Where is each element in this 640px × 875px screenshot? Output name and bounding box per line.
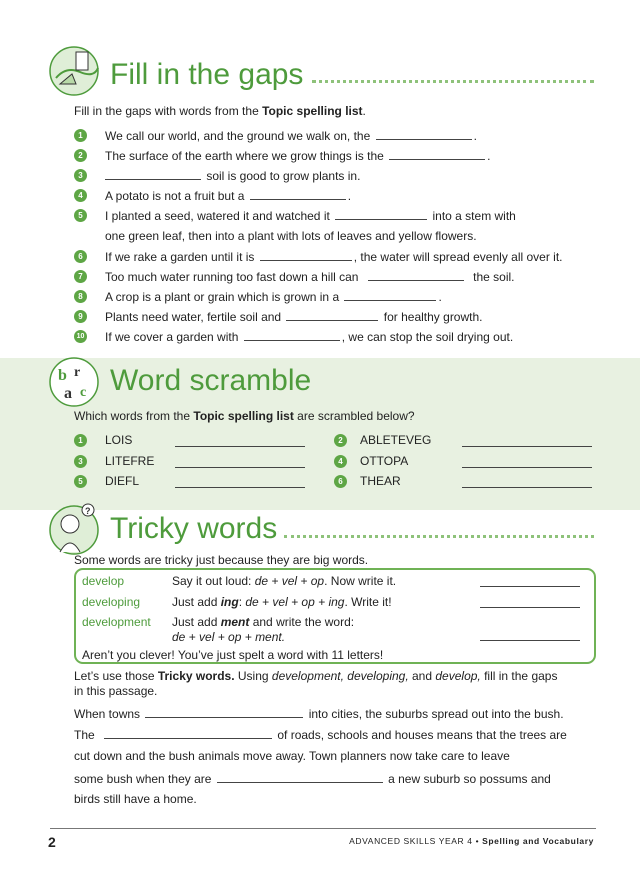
answer-blank[interactable] bbox=[335, 208, 427, 220]
fill-gap-item: The surface of the earth where we grow things is the . bbox=[105, 149, 491, 163]
word-scramble-instructions: Which words from the Topic spelling list are scrambled below? bbox=[74, 409, 415, 423]
answer-line[interactable] bbox=[175, 446, 305, 447]
tricky-word: developing bbox=[82, 595, 141, 609]
fill-gap-item: A potato is not a fruit but a . bbox=[105, 189, 352, 203]
clever-message: Aren’t you clever! You’ve just spelt a word with 11 letters! bbox=[82, 648, 384, 662]
fill-gap-item: A crop is a plant or grain which is grown in a . bbox=[105, 290, 442, 304]
tricky-instruction: Just add ment and write the word: bbox=[172, 615, 355, 629]
answer-blank[interactable] bbox=[217, 771, 383, 783]
tricky-instruction: Say it out loud: de + vel + op. Now write it. bbox=[172, 574, 397, 588]
answer-line[interactable] bbox=[175, 467, 305, 468]
passage-line: The of roads, schools and houses means that the trees are bbox=[74, 728, 567, 742]
answer-line[interactable] bbox=[480, 640, 580, 641]
tricky-intro: Some words are tricky just because they are big words. bbox=[74, 553, 369, 567]
answer-blank[interactable] bbox=[368, 269, 464, 281]
svg-text:c: c bbox=[80, 385, 87, 400]
answer-line[interactable] bbox=[480, 607, 580, 608]
title-dots bbox=[284, 535, 594, 538]
answer-blank[interactable] bbox=[104, 727, 272, 739]
scrambled-word: OTTOPA bbox=[360, 454, 409, 468]
number-badge: 1 bbox=[74, 434, 87, 447]
fill-gaps-title: Fill in the gaps bbox=[110, 58, 304, 91]
fill-gap-item: Plants need water, fertile soil and for healthy growth. bbox=[105, 310, 483, 324]
fill-gap-item: We call our world, and the ground we walk on, the . bbox=[105, 129, 477, 143]
svg-text:b: b bbox=[58, 367, 67, 384]
passage-instructions: Let’s use those Tricky words. Using development, developing, and develop, fill in the gaps bbox=[74, 669, 558, 683]
answer-blank[interactable] bbox=[250, 188, 346, 200]
number-badge: 2 bbox=[74, 149, 87, 162]
answer-blank[interactable] bbox=[376, 128, 472, 140]
scrambled-word: DIEFL bbox=[105, 474, 140, 488]
fill-gap-item: I planted a seed, watered it and watched it into a stem with bbox=[105, 209, 516, 223]
svg-text:a: a bbox=[64, 385, 72, 402]
answer-line[interactable] bbox=[462, 467, 592, 468]
number-badge: 10 bbox=[74, 330, 87, 343]
tricky-instruction-line2: de + vel + op + ment. bbox=[172, 630, 286, 644]
passage-instructions-line2: in this passage. bbox=[74, 684, 158, 698]
answer-line[interactable] bbox=[462, 487, 592, 488]
number-badge: 5 bbox=[74, 209, 87, 222]
answer-blank[interactable] bbox=[260, 249, 352, 261]
answer-blank[interactable] bbox=[286, 309, 378, 321]
answer-line[interactable] bbox=[175, 487, 305, 488]
tricky-instruction: Just add ing: de + vel + op + ing. Write it! bbox=[172, 595, 392, 609]
answer-blank[interactable] bbox=[344, 289, 436, 301]
word-scramble-title: Word scramble bbox=[110, 364, 312, 397]
tricky-word: development bbox=[82, 615, 151, 629]
number-badge: 2 bbox=[334, 434, 347, 447]
number-badge: 9 bbox=[74, 310, 87, 323]
answer-line[interactable] bbox=[480, 586, 580, 587]
number-badge: 4 bbox=[74, 189, 87, 202]
word-scramble-icon bbox=[46, 354, 104, 410]
svg-text:r: r bbox=[74, 365, 81, 380]
answer-line[interactable] bbox=[462, 446, 592, 447]
tricky-words-box bbox=[74, 568, 596, 664]
tricky-words-title: Tricky words bbox=[110, 512, 278, 545]
answer-blank[interactable] bbox=[105, 168, 201, 180]
page-number: 2 bbox=[48, 834, 56, 850]
scrambled-word: ABLETEVEG bbox=[360, 433, 432, 447]
passage-line: birds still have a home. bbox=[74, 792, 197, 806]
passage-line: cut down and the bush animals move away. Town planners now take care to leave bbox=[74, 749, 510, 763]
fill-gap-item: soil is good to grow plants in. bbox=[105, 168, 360, 183]
fill-gap-item: If we rake a garden until it is , the water will spread evenly all over it. bbox=[105, 250, 563, 264]
number-badge: 3 bbox=[74, 455, 87, 468]
number-badge: 5 bbox=[74, 475, 87, 488]
answer-blank[interactable] bbox=[389, 148, 485, 160]
number-badge: 8 bbox=[74, 290, 87, 303]
passage-line: some bush when they are a new suburb so possums and bbox=[74, 772, 551, 786]
number-badge: 7 bbox=[74, 270, 87, 283]
answer-blank[interactable] bbox=[145, 706, 303, 718]
number-badge: 1 bbox=[74, 129, 87, 142]
passage-line: When towns into cities, the suburbs spread out into the bush. bbox=[74, 707, 564, 721]
fill-gap-item: If we cover a garden with , we can stop the soil drying out. bbox=[105, 330, 514, 344]
title-dots bbox=[312, 80, 594, 83]
scrambled-word: LOIS bbox=[105, 433, 133, 447]
fill-gap-item: Too much water running too fast down a hill can the soil. bbox=[105, 270, 515, 284]
tricky-word: develop bbox=[82, 574, 125, 588]
fill-gap-item-continued: one green leaf, then into a plant with lots of leaves and yellow flowers. bbox=[105, 229, 477, 243]
scrambled-word: THEAR bbox=[360, 474, 401, 488]
footer-rule bbox=[50, 828, 596, 829]
answer-blank[interactable] bbox=[244, 329, 340, 341]
number-badge: 6 bbox=[334, 475, 347, 488]
scrambled-word: LITEFRE bbox=[105, 454, 155, 468]
fill-gaps-instructions: Fill in the gaps with words from the Topic spelling list. bbox=[74, 104, 366, 118]
number-badge: 4 bbox=[334, 455, 347, 468]
footer-text: ADVANCED SKILLS YEAR 4 • Spelling and Vocabulary bbox=[349, 836, 594, 846]
svg-text:?: ? bbox=[85, 506, 91, 516]
number-badge: 6 bbox=[74, 250, 87, 263]
thinking-child-icon bbox=[46, 500, 104, 556]
number-badge: 3 bbox=[74, 169, 87, 182]
fill-gaps-icon bbox=[46, 44, 104, 98]
